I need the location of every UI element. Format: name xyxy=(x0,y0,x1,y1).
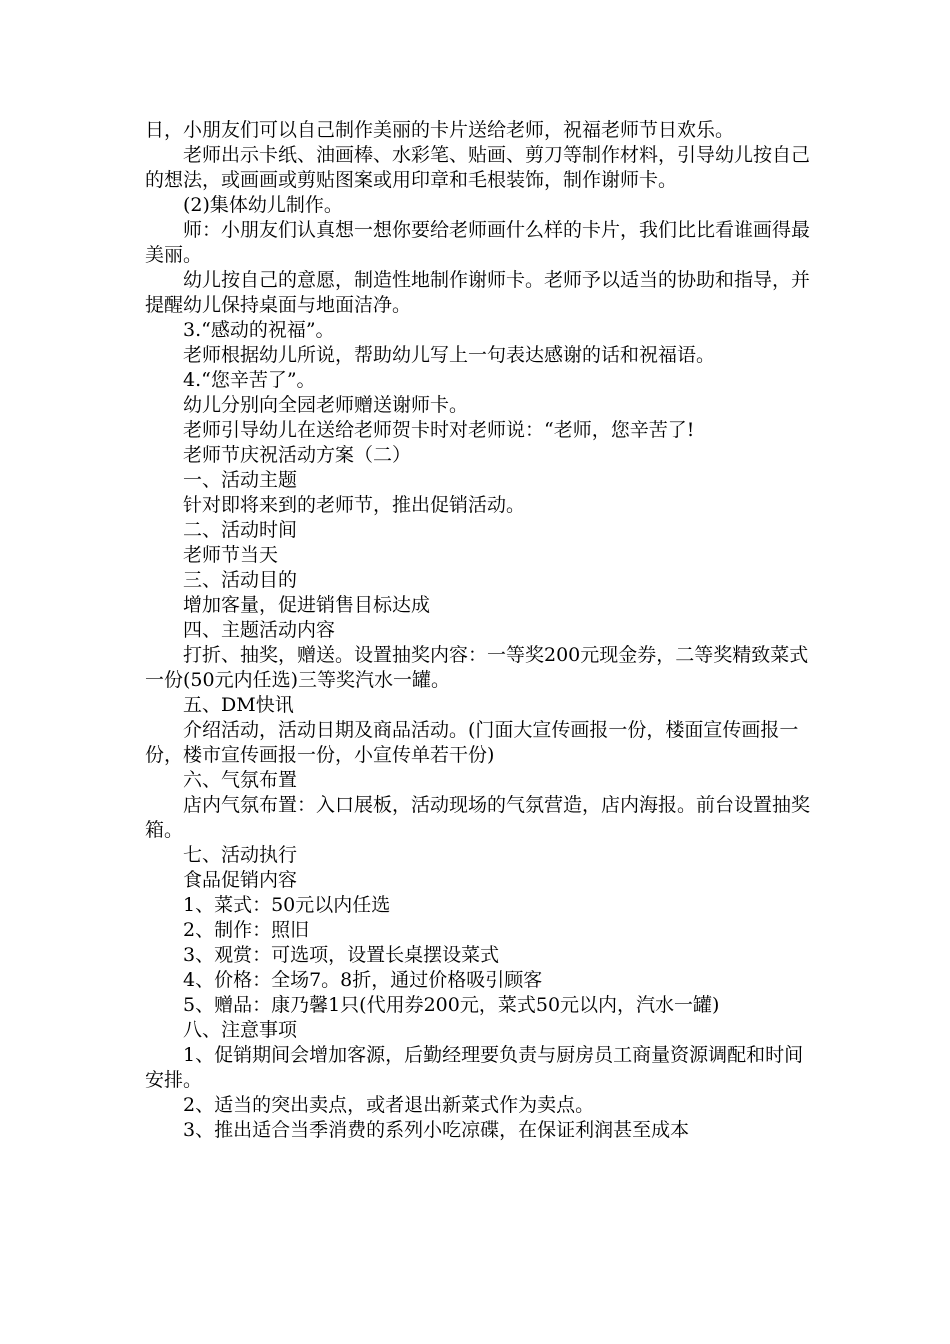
document-body xyxy=(145,118,815,1143)
document-paragraph: 5、赠品：康乃馨1只(代用券200元，菜式50元以内，汽水一罐) xyxy=(183,994,720,1016)
document-paragraph: 店内气氛布置：入口展板，活动现场的气氛营造，店内海报。前台设置抽奖箱。 xyxy=(145,794,811,841)
document-paragraph: 2、适当的突出卖点，或者退出新菜式作为卖点。 xyxy=(183,1094,595,1116)
document-paragraph: 1、菜式：50元以内任选 xyxy=(183,894,391,916)
document-paragraph: 一、活动主题 xyxy=(183,469,298,491)
document-paragraph: 日，小朋友们可以自己制作美丽的卡片送给老师，祝福老师节日欢乐。 xyxy=(145,119,735,141)
document-paragraph: 1、促销期间会增加客源，后勤经理要负责与厨房员工商量资源调配和时间安排。 xyxy=(145,1044,804,1091)
document-paragraph: 3、观赏：可选项，设置长桌摆设菜式 xyxy=(183,944,500,966)
document-paragraph: 老师出示卡纸、油画棒、水彩笔、贴画、剪刀等制作材料，引导幼儿按自己的想法，或画画或剪贴图案或用印章和毛根装饰，制作谢师卡。 xyxy=(145,144,811,191)
document-paragraph: 师：小朋友们认真想一想你要给老师画什么样的卡片，我们比比看谁画得最美丽。 xyxy=(145,219,811,266)
document-paragraph: 增加客量，促进销售目标达成 xyxy=(183,594,431,616)
document-paragraph: 幼儿分别向全园老师赠送谢师卡。 xyxy=(183,394,469,416)
document-paragraph: 针对即将来到的老师节，推出促销活动。 xyxy=(183,494,526,516)
document-paragraph: 3.“感动的祝福”。 xyxy=(183,319,335,341)
document-paragraph: (2)集体幼儿制作。 xyxy=(183,194,343,216)
document-paragraph: 幼儿按自己的意愿，制造性地制作谢师卡。老师予以适当的协助和指导，并提醒幼儿保持桌面与地面洁净。 xyxy=(145,269,811,316)
document-paragraph: 2、制作：照旧 xyxy=(183,919,310,941)
document-paragraph: 八、注意事项 xyxy=(183,1019,298,1041)
document-paragraph: 六、气氛布置 xyxy=(183,769,298,791)
document-paragraph: 七、活动执行 xyxy=(183,844,298,866)
document-paragraph: 介绍活动，活动日期及商品活动。(门面大宣传画报一份，楼面宣传画报一份，楼市宣传画报一份，小宣传单若干份) xyxy=(145,719,799,766)
document-paragraph: 4.“您辛苦了”。 xyxy=(183,369,316,391)
document-paragraph: 老师引导幼儿在送给老师贺卡时对老师说：“老师，您辛苦了! xyxy=(183,419,695,441)
document-paragraph: 打折、抽奖，赠送。设置抽奖内容：一等奖200元现金券，二等奖精致菜式一份(50元内任选)三等奖汽水一罐。 xyxy=(145,644,809,691)
document-paragraph: 二、活动时间 xyxy=(183,519,298,541)
document-paragraph: 3、推出适合当季消费的系列小吃凉碟，在保证利润甚至成本 xyxy=(183,1119,690,1141)
document-paragraph: 老师节庆祝活动方案（二） xyxy=(183,444,412,466)
document-paragraph: 老师根据幼儿所说，帮助幼儿写上一句表达感谢的话和祝福语。 xyxy=(183,344,716,366)
document-paragraph: 4、价格：全场7。8折，通过价格吸引顾客 xyxy=(183,969,543,991)
document-paragraph: 老师节当天 xyxy=(183,544,279,566)
document-paragraph: 三、活动目的 xyxy=(183,569,298,591)
document-paragraph: 四、主题活动内容 xyxy=(183,619,336,641)
document-paragraph: 五、DM快讯 xyxy=(183,694,294,716)
document-paragraph: 食品促销内容 xyxy=(183,869,298,891)
